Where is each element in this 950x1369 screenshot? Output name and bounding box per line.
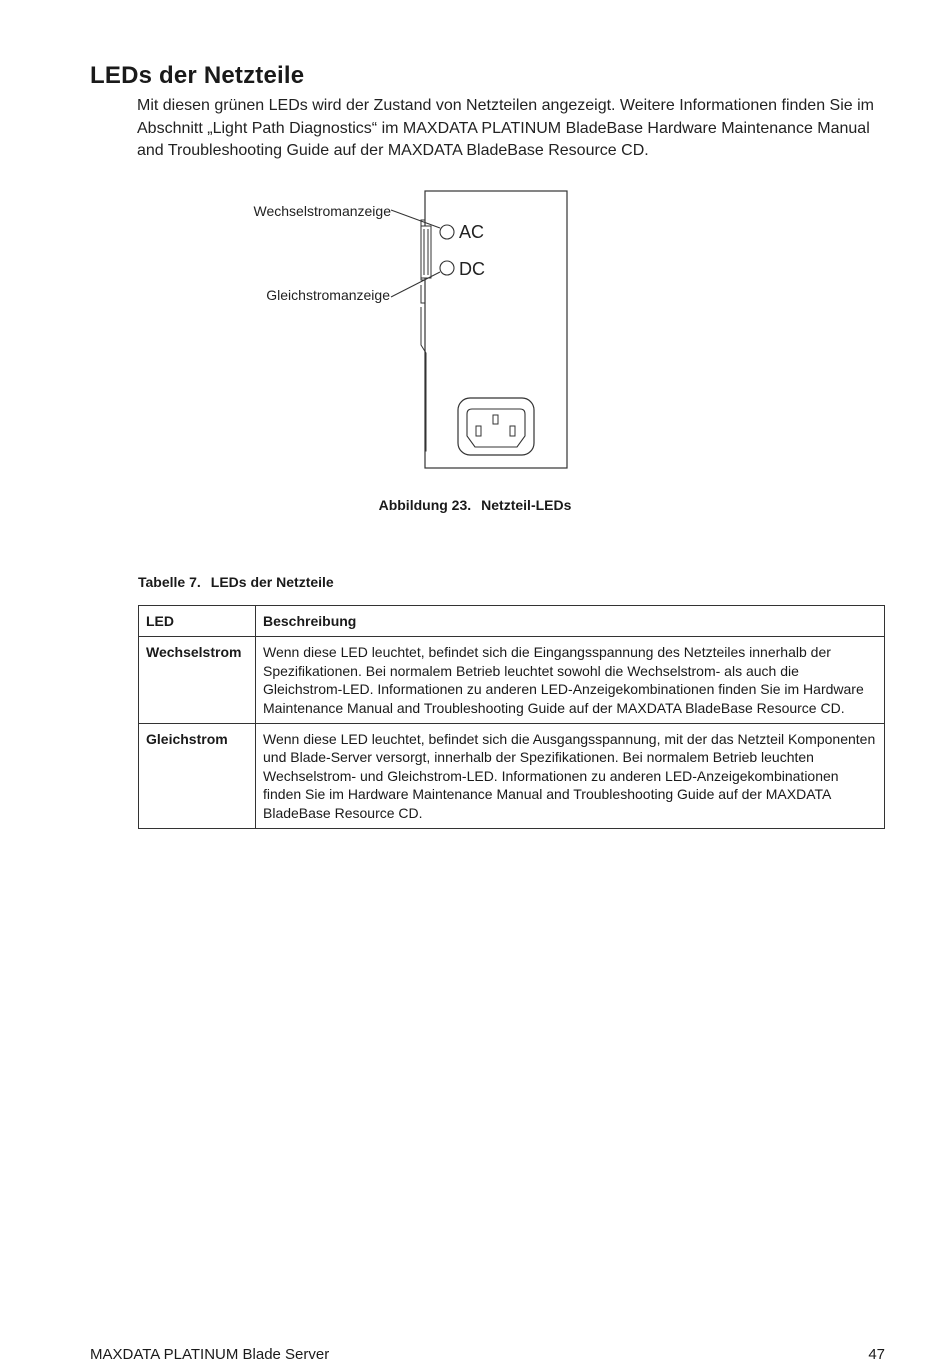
led-bracket [421, 226, 431, 278]
section-heading: LEDs der Netzteile [90, 62, 305, 89]
table-caption-title: LEDs der Netzteile [210, 574, 334, 590]
page-number: 47 [868, 1346, 885, 1363]
ac-led-label: AC [459, 222, 485, 242]
inlet-pin-right [510, 426, 515, 436]
intro-paragraph: Mit diesen grünen LEDs wird der Zustand von Netzteilen angezeigt. Weitere Informationen finden Sie im Abschnitt „Light Path Diagnostics“ im MAXDATA PLATINUM BladeBase Hardware Maintenance Manual and Troubleshooting Guide auf der MAXDATA BladeBase Resource CD. [137, 97, 874, 159]
led-name: Wechselstrom [139, 637, 256, 724]
led-description: Wenn diese LED leuchtet, befindet sich die Eingangsspannung des Netzteiles innerhalb der Spezifikationen. Bei normalem Betrieb leuchtet sowohl die Wechselstrom- als auch die Gleichstrom-LED. Informationen zu anderen LED-Anzeigekombinationen finden Sie im Hardware Maintenance Manual and Troubleshooting Guide auf der MAXDATA BladeBase Resource CD. [256, 637, 885, 724]
dc-led-label: DC [459, 259, 485, 279]
figure-caption-number: Abbildung 23. [378, 497, 472, 513]
power-supply-diagram [220, 185, 580, 475]
power-supply-figure [220, 185, 580, 475]
dc-indicator-label: Gleichstromanzeige [266, 287, 390, 303]
led-name: Gleichstrom [139, 724, 256, 829]
table-row [139, 724, 885, 829]
figure-caption [0, 497, 950, 513]
header-description: Beschreibung [256, 606, 885, 637]
inlet-pin-center [493, 415, 498, 424]
header-led: LED [139, 606, 256, 637]
led-description: Wenn diese LED leuchtet, befindet sich die Ausgangsspannung, mit der das Netzteil Komponenten und Blade-Server versorgt, innerhalb der Spezifikationen. Bei normalem Betrieb leuchten Wechselstrom- und Gleichstrom-LED. Informationen zu anderen LED-Anzeigekombinationen finden Sie im Hardware Maintenance Manual and Troubleshooting Guide auf der MAXDATA BladeBase Resource CD. [256, 724, 885, 829]
table-header-row [139, 606, 885, 637]
table-row [139, 637, 885, 724]
ac-indicator-label: Wechselstromanzeige [253, 203, 391, 219]
dc-led [440, 261, 454, 275]
table-caption-number: Tabelle 7. [138, 574, 201, 590]
footer-title: MAXDATA PLATINUM Blade Server [90, 1346, 330, 1363]
inlet-pin-left [476, 426, 481, 436]
ac-led [440, 225, 454, 239]
figure-caption-title: Netzteil-LEDs [481, 497, 572, 513]
led-table [138, 605, 885, 829]
table-caption [138, 574, 334, 590]
